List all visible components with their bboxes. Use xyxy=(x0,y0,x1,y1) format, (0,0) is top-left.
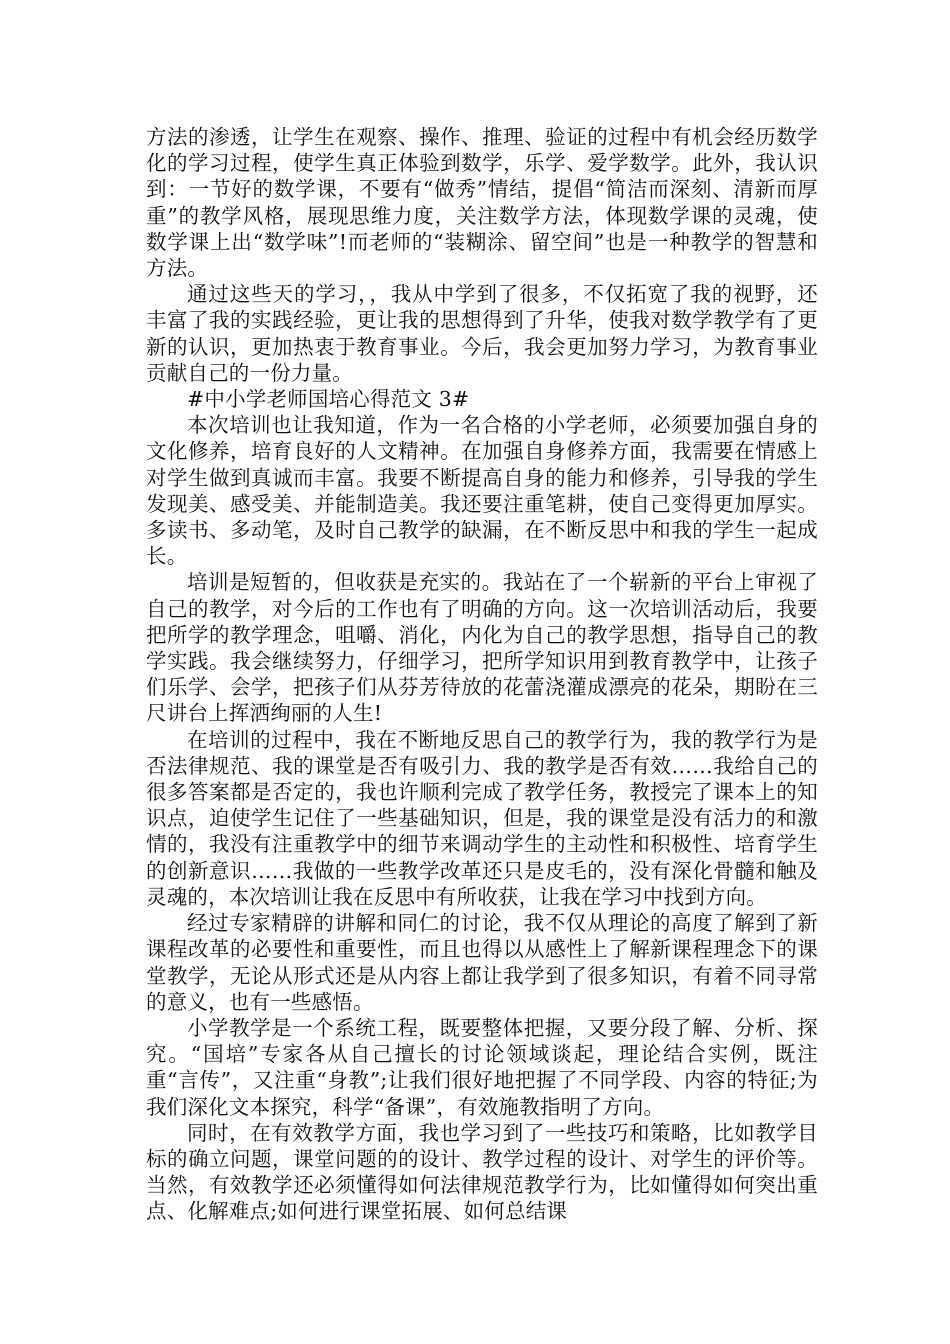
paragraph: 同时，在有效教学方面，我也学习到了一些技巧和策略，比如教学目标的确立问题，课堂问题的的设计、教学过程的设计、对学生的评价等。当然，有效教学还必须懂得如何法律规范教学行为，比如懂得如何突出重点、化解难点;如何进行课堂拓展、如何总结课 xyxy=(146,1120,818,1224)
paragraph: 在培训的过程中，我在不断地反思自己的教学行为，我的教学行为是否法律规范、我的课堂是否有吸引力、我的教学是否有效……我给自己的很多答案都是否定的，我也许顺利完成了教学任务，教授完了课本上的知识点，迫使学生记住了一些基础知识，但是，我的课堂是没有活力的和激情的，我没有注重教学中的细节来调动学生的主动性和积极性、培育学生的创新意识……我做的一些教学改革还只是皮毛的，没有深化骨髓和触及灵魂的，本次培训让我在反思中有所收获，让我在学习中找到方向。 xyxy=(146,727,818,909)
paragraph: 方法的渗透，让学生在观察、操作、推理、验证的过程中有机会经历数学化的学习过程，使学生真正体验到数学，乐学、爱学数学。此外，我认识到：一节好的数学课，不要有“做秀”情结，提倡“简洁而深刻、清新而厚重”的教学风格，展现思维力度，关注数学方法，体现数学课的灵魂，使数学课上出“数学味”!而老师的“装糊涂、留空间”也是一种教学的智慧和方法。 xyxy=(146,125,818,281)
paragraph: 培训是短暂的，但收获是充实的。我站在了一个崭新的平台上审视了自己的教学，对今后的工作也有了明确的方向。这一次培训活动后，我要把所学的教学理念，咀嚼、消化，内化为自己的教学思想，指导自己的教学实践。我会继续努力，仔细学习，把所学知识用到教育教学中，让孩子们乐学、会学，把孩子们从芬芳待放的花蕾浇灌成漂亮的花朵，期盼在三尺讲台上挥洒绚丽的人生! xyxy=(146,570,818,726)
paragraph: 通过这些天的学习，，我从中学到了很多，不仅拓宽了我的视野，还丰富了我的实践经验，更让我的思想得到了升华，使我对数学教学有了更新的认识，更加热衷于教育事业。今后，我会更加努力学习，为教育事业贡献自己的一份力量。 xyxy=(146,282,818,385)
paragraph: 小学教学是一个系统工程，既要整体把握，又要分段了解、分析、探究。“国培”专家各从自己擅长的讨论领域谈起，理论结合实例，既注重“言传”，又注重“身教”;让我们很好地把握了不同学段、内容的特征;为我们深化文本探究，科学“备课”，有效施教指明了方向。 xyxy=(146,1015,818,1119)
document-body xyxy=(146,124,818,1225)
paragraph: 本次培训也让我知道，作为一名合格的小学老师，必须要加强自身的文化修养，培育良好的人文精神。在加强自身修养方面，我需要在情感上对学生做到真诚而丰富。我要不断提高自身的能力和修养，引导我的学生发现美、感受美、并能制造美。我还要注重笔耕，使自己变得更加厚实。多读书、多动笔，及时自己教学的缺漏，在不断反思中和我的学生一起成长。 xyxy=(146,413,818,569)
paragraph: 经过专家精辟的讲解和同仁的讨论，我不仅从理论的高度了解到了新课程改革的必要性和重要性，而且也得以从感性上了解新课程理念下的课堂教学，无论从形式还是从内容上都让我学到了很多知识，有着不同寻常的意义，也有一些感悟。 xyxy=(146,911,818,1014)
section-heading: #中小学老师国培心得范文 3# xyxy=(187,387,470,412)
